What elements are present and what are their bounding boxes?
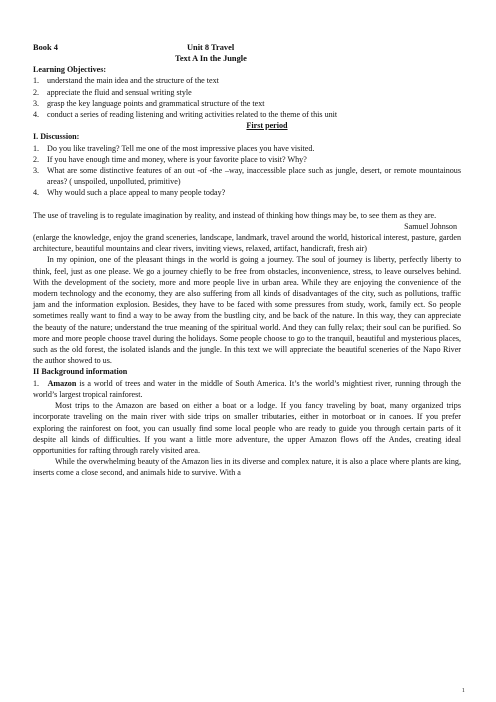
item-number: 4. <box>33 188 40 198</box>
list-item <box>33 154 461 165</box>
list-item <box>33 165 461 187</box>
item-text: understand the main idea and the structure of the text <box>47 76 219 86</box>
list-item <box>33 98 461 109</box>
page-number: 1 <box>461 687 465 694</box>
item-number: 2. <box>33 154 40 164</box>
item-text: grasp the key language points and grammatical structure of the text <box>47 98 265 108</box>
background-paragraph: Most trips to the Amazon are based on either a boat or a lodge. If you fancy traveling by boat, many organized trips incorporate traveling on the main river with side trips on smaller tributaries, either in motorboat or in canoes. If you prefer exploring the rainforest on foot, you can usually find some local people who are ready to guide you through certain parts of it despite all kinds of difficulties. If you want a little more adventure, the upper Amazon flows off the Andes, creating ideal opportunities for rafting through rarely visited area. <box>33 401 461 455</box>
period-heading: First period <box>246 121 288 131</box>
page-content <box>33 42 461 479</box>
objectives-list <box>33 75 461 120</box>
discussion-list <box>33 143 461 199</box>
book-label: Book 4 <box>33 43 58 52</box>
item-number: 4. <box>33 110 40 120</box>
list-item <box>33 75 461 86</box>
item-number: 2. <box>33 87 40 97</box>
opinion-paragraph: In my opinion, one of the pleasant things in the world is going a journey. The soul of journey is liberty, perfectly liberty to think, feel, just as one please. We go a journey chiefly to be free from obstacles, inconvenience, stress, to leave ourselves behind. With the development of the society, more and more people live in urban area. While they are enjoying the convenience of the modern technology and the economy, they are also suffering from all kinds of disadvantages of the city, such as pollutions, traffic jam and the information explosion. Besides, they have to be faced with some pressures from study, work, family ect. So people sometimes really want to find a way to be away from the bustling city, and be back of the nature. In this way, they can appreciate the beauty of the nature; understand the true meaning of the spiritual world. And they can fully relax; their soul can be purified. So more and more people choose travel during the holidays. Some people choose to go to the tranquil, beautiful and mysterious places, such as the old forest, the isolated islands and the jungle. In this text we will appreciate the beautiful sceneries of the Napo River the author showed to us. <box>33 255 461 366</box>
item-number: 3. <box>33 166 40 176</box>
vocabulary-note: (enlarge the knowledge, enjoy the grand sceneries, landscape, landmark, travel around the world, historical interest, pasture, garden architecture, beautiful mountains and clear rivers, inviting views, relaxed, artifact, handicraft, fresh air) <box>33 233 461 254</box>
item-text: appreciate the fluid and sensual writing style <box>47 87 192 97</box>
list-item <box>33 187 461 198</box>
background-paragraph: While the overwhelming beauty of the Amazon lies in its diverse and complex nature, it is also a place where plants are king, inserts come a close second, and animals hide to survive. With a <box>33 457 461 478</box>
item-text: conduct a series of reading listening and writing activities related to the theme of this unit <box>47 110 338 120</box>
quote-author: Samuel Johnson <box>404 221 457 231</box>
spacer <box>33 199 461 210</box>
unit-label: Unit 8 Travel <box>187 43 235 52</box>
item-number: 1. <box>33 76 40 86</box>
list-item <box>33 109 461 120</box>
item-term: Amazon <box>47 378 77 388</box>
document-header <box>33 42 461 53</box>
quote-text: The use of traveling is to regulate imagination by reality, and instead of thinking how things may be, to see them as they are. <box>33 210 437 220</box>
item-text: is a world of trees and water in the middle of South America. It’s the world’s mightiest river, running through the world’s largest tropical rainforest. <box>33 378 461 399</box>
list-item <box>33 143 461 154</box>
item-text: If you have enough time and money, where is your favorite place to visit? Why? <box>47 154 307 164</box>
objectives-heading: Learning Objectives: <box>33 65 107 75</box>
item-number: 1. <box>33 143 40 153</box>
background-item <box>33 378 461 400</box>
discussion-heading: I. Discussion: <box>33 132 80 142</box>
item-text: What are some distinctive features of an out -of -the –way, inaccessible place such as jungle, desert, or remote mountainous areas? ( unspoiled, unpolluted, primitive) <box>47 166 461 187</box>
item-number: 3. <box>33 98 40 108</box>
text-title: Text A In the Jungle <box>175 54 247 63</box>
item-number: 1. <box>33 378 40 388</box>
list-item <box>33 87 461 98</box>
item-text: Why would such a place appeal to many people today? <box>47 188 226 198</box>
item-text: Do you like traveling? Tell me one of the most impressive places you have visited. <box>47 143 315 153</box>
background-heading: II Background information <box>33 367 128 377</box>
